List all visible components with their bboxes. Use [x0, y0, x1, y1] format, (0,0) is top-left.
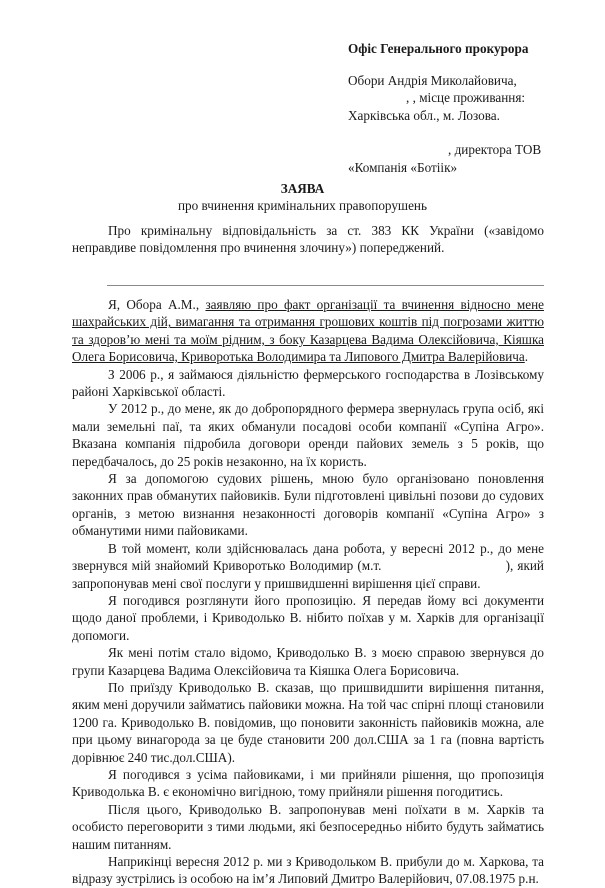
recipient-role: , директора ТОВ [448, 142, 542, 157]
statement-paragraph: Я за допомогою судових рішень, мною було організовано поновлення законних прав обманутих пайовиків. Були підготовлені цивільні позови до судових органів, з метою визнання незаконності договорів компанії «Супіна Агро» з обманутими ними пайовиками. [72, 471, 544, 539]
statement-paragraph: Я погодився розглянути його пропозицію. Я передав йому всі документи щодо даної проблеми, і Криводолько В. нібито поїхав у м. Харків для організації допомоги. [72, 592, 544, 643]
statement-lead: Я, Обора А.М., [108, 297, 206, 312]
liability-warning: Про кримінальну відповідальність за ст. 383 КК України («завідомо неправдиве повідомлення про вчинення злочину») попереджений. [72, 223, 544, 255]
statement-paragraph: Після цього, Криводолько В. запропонував мені поїхати в м. Харків та особисто переговорити з тими людьми, які безпосередньо нібито будуть займатись нашим питанням. [72, 801, 544, 852]
statement-paragraph [72, 296, 544, 366]
spacer [348, 124, 588, 141]
statement-paragraph: В той момент, коли здійснювалась дана робота, у вересні 2012 р., до мене звернувся мій знайомий Криворотько Володимир (м.т. ), який запропонував мені свої послуги у пришвидшенні вирішення цієї справи. [72, 540, 548, 591]
statement-tail: . [524, 349, 529, 365]
statement-paragraph: Як мені потім стало відомо, Криводолько В. з моєю справою звернувся до групи Казарцева Вадима Олексійовича та Кіяшка Олега Борисовича. [72, 645, 544, 678]
sender-name: Обори Андрія Миколайовича, [348, 72, 517, 88]
statement-body [72, 296, 548, 888]
statement-paragraph: З 2006 р., я займаюся діяльністю фермерського господарства в Лозівському районі Харківської області. [72, 366, 544, 400]
addressee-block [348, 40, 588, 176]
document-title: ЗАЯВА [280, 181, 325, 196]
statement-paragraph: У 2012 р., до мене, як до добропорядного фермера звернулась група осіб, які мали земельні паї, та яких обманули посадові особи компанії «Супіна Агро». Вказана компанія підробила договори оренди пайових земель з 5 років, що передбачалось, до 25 років незаконно, на їх користь. [72, 401, 544, 469]
statement-paragraph: Наприкінці вересня 2012 р. ми з Криводольком В. прибули до м. Харкова, та відразу зустрілись із особою на ім’я Липовий Дмитро Валерійович, 07.08.1975 р.н. [72, 854, 544, 887]
document-subtitle: про вчинення кримінальних правопорушень [177, 198, 428, 213]
signature-line [107, 285, 544, 286]
addressee-office: Офіс Генерального прокурора [348, 41, 529, 56]
document-header [0, 180, 605, 214]
sender-address: Харківська обл., м. Лозова. [348, 107, 500, 123]
sender-residence: , , місце проживання: [406, 90, 526, 105]
statement-paragraph: По приїзду Криводолько В. сказав, що пришвидшити вирішення питання, яким мені доручили займатись пайовики можна. На той час спірні площі становили 1200 га. Криводолько В. повідомив, що поновити законність пайовиків можна, але при цьому винагорода за це буде становити 200 дол.США за 1 га (повна вартість дорівнює 240 тис.дол.США). [72, 679, 544, 765]
recipient-company: «Компанія «Ботіік» [348, 159, 458, 175]
statement-underlined: заявляю про факт організації та вчинення відносно мене шахрайських дій, вимагання та отримання грошових коштів під погрозами життю та здоров’ю мені та моїм рідним, з боку Казарцева Вадима Олексійовича, Кіяшка Олега Борисовича, Криворотька Володимира та Липового Дмитра Валерійовича [72, 297, 544, 365]
statement-paragraph: Я погодився з усіма пайовиками, і ми прийняли рішення, що пропозиція Криводолька В. є економічно вигідною, тому прийняли рішення погодитись. [72, 766, 544, 800]
